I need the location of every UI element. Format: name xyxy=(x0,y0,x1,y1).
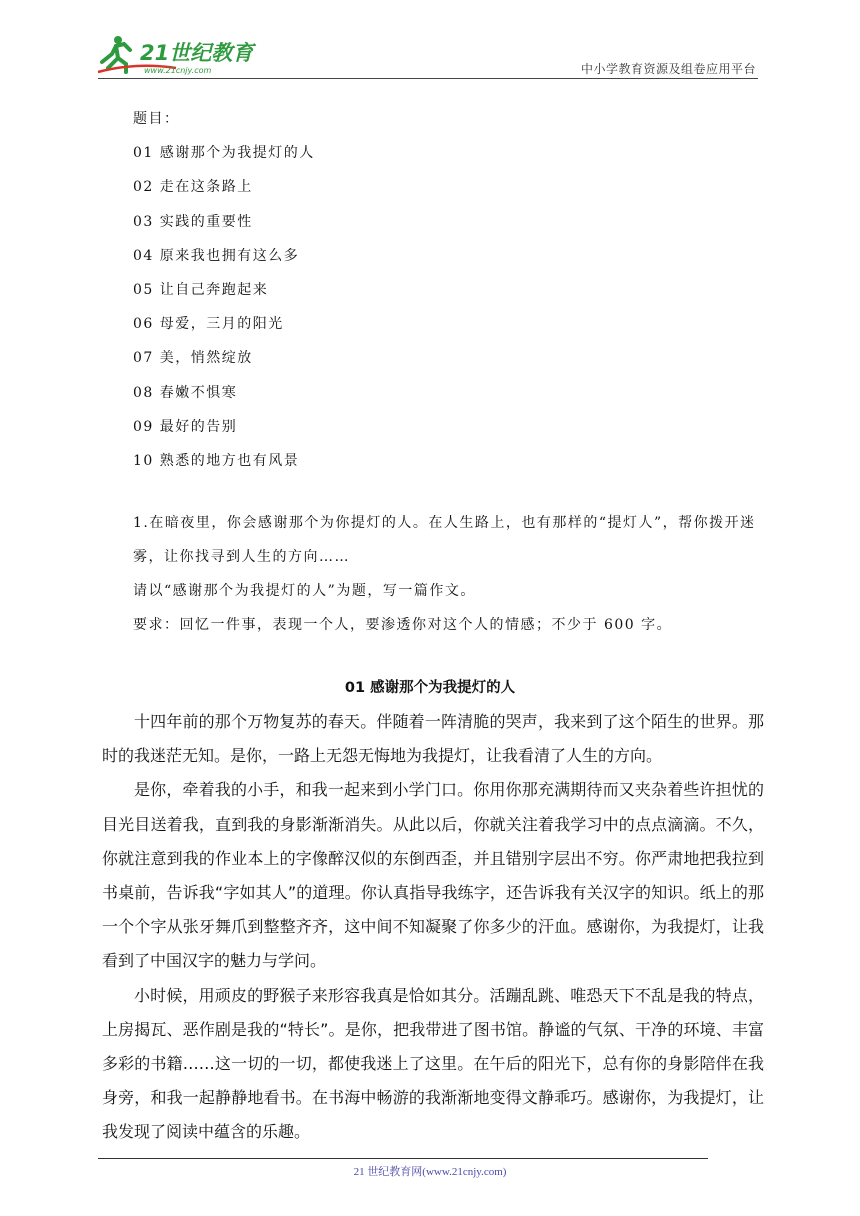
essay-paragraph: 是你，牵着我的小手，和我一起来到小学门口。你用你那充满期待而又夹杂着些许担忧的目光目送着我，直到我的身影渐渐消失。从此以后，你就关注着我学习中的点点滴滴。不久，你就注意到我的作业本上的字像醉汉似的东倒西歪，并且错别字层出不穷。你严肃地把我拉到书桌前，告诉我“字如其人”的道理。你认真指导我练字，还告诉我有关汉字的知识。纸上的那一个个字从张牙舞爪到整整齐齐，这中间不知凝聚了你多少的汗血。感谢你，为我提灯，让我看到了中国汉字的魅力与学问。 xyxy=(102,780,764,971)
topic-item: 02 走在这条路上 xyxy=(133,179,253,196)
topic-item: 06 母爱，三月的阳光 xyxy=(133,316,284,333)
essay-title: 01 感谢那个为我提灯的人 xyxy=(344,680,516,696)
topic-item: 01 感谢那个为我提灯的人 xyxy=(133,145,315,162)
essay-paragraph: 十四年前的那个万物复苏的春天。伴随着一阵清脆的哭声，我来到了这个陌生的世界。那时的我迷茫无知。是你，一路上无怨无悔地为我提灯，让我看清了人生的方向。 xyxy=(102,712,764,766)
header-tagline: 中小学教育资源及组卷应用平台 xyxy=(580,62,756,76)
topic-item: 03 实践的重要性 xyxy=(133,213,253,230)
writing-prompt xyxy=(133,506,773,642)
topic-heading: 题目： xyxy=(133,111,180,127)
header-divider xyxy=(98,78,758,79)
topic-item: 08 春嫩不惧寒 xyxy=(133,384,238,401)
prompt-paragraph: 1.在暗夜里，你会感谢那个为你提灯的人。在人生路上，也有那样的“提灯人”，帮你拨开迷雾，让你找寻到人生的方向…… xyxy=(133,515,756,565)
logo-text: 21世纪教育 xyxy=(140,41,254,65)
topic-item: 09 最好的告别 xyxy=(133,418,238,435)
runner-logo-icon xyxy=(96,32,266,78)
topic-list xyxy=(133,102,315,478)
logo-url-text: www.21cnjy.com xyxy=(144,66,212,75)
essay-paragraph: 小时候，用顽皮的野猴子来形容我真是恰如其分。活蹦乱跳、唯恐天下不乱是我的特点，上房揭瓦、恶作剧是我的“特长”。是你，把我带进了图书馆。静谧的气氛、干净的环境、丰富多彩的书籍……这一切的一切，都使我迷上了这里。在午后的阳光下，总有你的身影陪伴在我身旁，和我一起静静地看书。在书海中畅游的我渐渐地变得文静乖巧。感谢你，为我提灯，让我发现了阅读中蕴含的乐趣。 xyxy=(102,985,764,1142)
topic-item: 04 原来我也拥有这么多 xyxy=(133,247,300,264)
footer-divider xyxy=(98,1158,708,1159)
footer-link[interactable]: 21 世纪教育网(www.21cnjy.com) xyxy=(353,1166,507,1178)
page-header xyxy=(0,0,860,90)
prompt-paragraph: 请以“感谢那个为我提灯的人”为题，写一篇作文。 xyxy=(133,583,476,599)
essay-body xyxy=(102,705,764,1150)
prompt-requirements: 要求：回忆一件事，表现一个人，要渗透你对这个人的情感；不少于 600 字。 xyxy=(133,617,673,633)
topic-item: 05 让自己奔跑起来 xyxy=(133,281,269,298)
site-logo[interactable] xyxy=(96,32,266,78)
topic-item: 10 熟悉的地方也有风景 xyxy=(133,452,300,469)
topic-item: 07 美，悄然绽放 xyxy=(133,350,253,367)
